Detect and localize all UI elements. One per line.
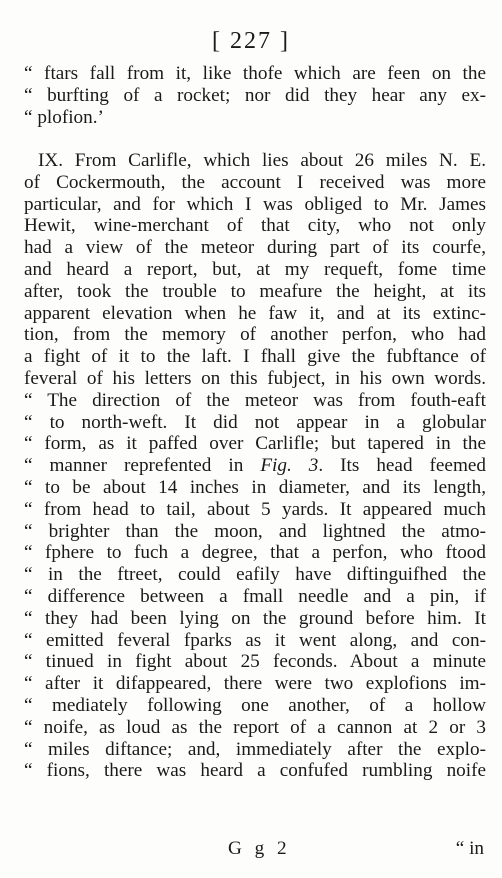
text-line: of Cockermouth, the account I received was more — [24, 171, 486, 193]
text-line: “ plofion.’ — [24, 106, 104, 128]
paragraph-ix — [24, 150, 486, 782]
text-line: “ form, as it paffed over Carlifle; but tapered in the — [24, 433, 486, 455]
figure-reference: Fig. 3 — [260, 455, 319, 477]
text-line: a fight of it to the laft. I fhall give the fubftance of — [24, 346, 486, 368]
text-line: “ to be about 14 inches in diameter, and its length, — [24, 476, 486, 498]
text-line: “ brighter than the moon, and lightned the atmo- — [24, 520, 486, 542]
text-line: “ manner reprefented in Fig. 3. Its head feemed — [24, 455, 486, 477]
text-line: “ they had been lying on the ground before him. It — [24, 607, 486, 629]
signature-mark: G g 2 — [228, 838, 291, 859]
text-line: after, took the trouble to meafure the height, at its — [24, 280, 486, 302]
page-number: [ 227 ] — [212, 28, 290, 54]
text-line: particular, and for which I was obliged to Mr. James — [24, 193, 486, 215]
text-line: “ The direction of the meteor was from fouth-eaft — [24, 389, 486, 411]
text-line: “ mediately following one another, of a hollow — [24, 694, 486, 716]
text-line: “ miles diftance; and, immediately after the explo- — [24, 738, 486, 760]
text-line: “ noife, as loud as the report of a cannon at 2 or 3 — [24, 716, 486, 738]
text-line: apparent elevation when he faw it, and at its extinc- — [24, 302, 486, 324]
catchword: “ in — [455, 838, 484, 859]
text-line: “ ftars fall from it, like thofe which are feen on the — [24, 63, 486, 84]
text-line: “ burfting of a rocket; nor did they hear any ex- — [24, 84, 486, 106]
text-line: “ difference between a fmall needle and a pin, if — [24, 585, 486, 607]
text-line: Hewit, wine-merchant of that city, who not only — [24, 215, 486, 237]
text-line: “ emitted feveral fparks as it went along, and con- — [24, 629, 486, 651]
text-line: IX. From Carlifle, which lies about 26 miles N. E. — [38, 150, 486, 171]
text-line: “ to north-weft. It did not appear in a globular — [24, 411, 486, 433]
text-line: “ fions, there was heard a confufed rumbling noife — [24, 760, 486, 782]
text-line: had a view of the meteor during part of its courfe, — [24, 237, 486, 259]
text-line: feveral of his letters on this fubject, in his own words. — [24, 367, 486, 389]
quotation-continuation — [24, 63, 486, 128]
text-line: “ from head to tail, about 5 yards. It appeared much — [24, 498, 486, 520]
text-line: and heard a report, but, at my requeft, fome time — [24, 258, 486, 280]
page-footer — [0, 838, 502, 862]
text-line: “ fphere to fuch a degree, that a perfon, who ftood — [24, 542, 486, 564]
text-line: tion, from the memory of another perfon, who had — [24, 324, 486, 346]
text-line: “ after it difappeared, there were two explofions im- — [24, 673, 486, 695]
text-line: “ in the ftreet, could eafily have diftinguifhed the — [24, 564, 486, 586]
text-line: “ tinued in fight about 25 feconds. About a minute — [24, 651, 486, 673]
